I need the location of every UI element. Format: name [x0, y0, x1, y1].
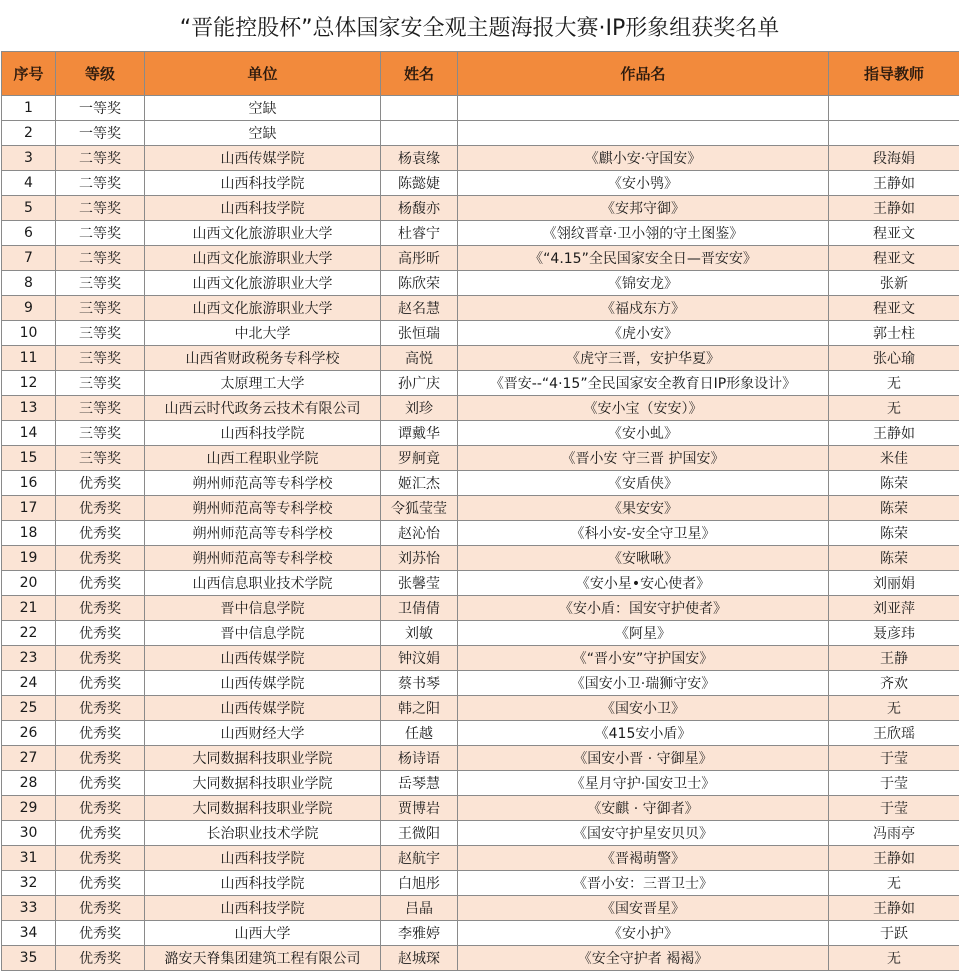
cell-work: 《安小鸮》: [458, 171, 829, 196]
cell-name: 张恒瑞: [381, 321, 458, 346]
header-row: [2, 52, 959, 96]
cell-index: 13: [2, 396, 56, 421]
cell-teacher: 张心瑜: [829, 346, 959, 371]
cell-name: 赵航宇: [381, 846, 458, 871]
cell-unit: 山西传媒学院: [145, 696, 381, 721]
table-row: [2, 246, 959, 271]
cell-teacher: 王欣瑶: [829, 721, 959, 746]
cell-index: 29: [2, 796, 56, 821]
cell-work: 《安邦守御》: [458, 196, 829, 221]
cell-index: 35: [2, 946, 56, 971]
cell-unit: 山西科技学院: [145, 896, 381, 921]
cell-index: 1: [2, 96, 56, 121]
cell-index: 11: [2, 346, 56, 371]
cell-index: 21: [2, 596, 56, 621]
cell-name: 任越: [381, 721, 458, 746]
cell-teacher: 张新: [829, 271, 959, 296]
cell-name: [381, 96, 458, 121]
cell-work: 《阿星》: [458, 621, 829, 646]
cell-level: 三等奖: [56, 371, 145, 396]
cell-teacher: 程亚文: [829, 246, 959, 271]
cell-name: 张馨莹: [381, 571, 458, 596]
cell-name: 李雅婷: [381, 921, 458, 946]
cell-name: 白旭彤: [381, 871, 458, 896]
table-row: [2, 446, 959, 471]
cell-work: 《麒小安·守国安》: [458, 146, 829, 171]
cell-work: 《晋褐萌警》: [458, 846, 829, 871]
cell-work: 《国安小晋 · 守御星》: [458, 746, 829, 771]
cell-teacher: 刘亚萍: [829, 596, 959, 621]
cell-level: 优秀奖: [56, 521, 145, 546]
cell-index: 23: [2, 646, 56, 671]
cell-unit: 山西科技学院: [145, 421, 381, 446]
cell-unit: 太原理工大学: [145, 371, 381, 396]
cell-index: 16: [2, 471, 56, 496]
table-row: [2, 896, 959, 921]
cell-teacher: 王静如: [829, 196, 959, 221]
table-row: [2, 371, 959, 396]
cell-name: 杨袁缘: [381, 146, 458, 171]
cell-work: 《安小盾：国安守护使者》: [458, 596, 829, 621]
cell-work: 《星月守护·国安卫士》: [458, 771, 829, 796]
table-row: [2, 871, 959, 896]
cell-unit: 山西科技学院: [145, 871, 381, 896]
cell-level: 优秀奖: [56, 846, 145, 871]
cell-work: 《“4.15”全民国家安全日—晋安安》: [458, 246, 829, 271]
cell-work: 《安小护》: [458, 921, 829, 946]
table-row: [2, 221, 959, 246]
cell-name: 姬汇杰: [381, 471, 458, 496]
column-header-teacher: 指导教师: [829, 52, 959, 96]
cell-name: 高彤昕: [381, 246, 458, 271]
cell-name: 罗舸竟: [381, 446, 458, 471]
cell-work: 《国安守护星安贝贝》: [458, 821, 829, 846]
cell-teacher: 冯雨亭: [829, 821, 959, 846]
cell-unit: 山西财经大学: [145, 721, 381, 746]
cell-level: 二等奖: [56, 221, 145, 246]
cell-level: 三等奖: [56, 421, 145, 446]
table-row: [2, 396, 959, 421]
cell-index: 32: [2, 871, 56, 896]
cell-level: 优秀奖: [56, 821, 145, 846]
cell-teacher: 齐欢: [829, 671, 959, 696]
cell-name: 吕晶: [381, 896, 458, 921]
cell-unit: 中北大学: [145, 321, 381, 346]
cell-level: 二等奖: [56, 196, 145, 221]
cell-work: [458, 121, 829, 146]
cell-teacher: 王静如: [829, 421, 959, 446]
cell-work: 《安小星•安心使者》: [458, 571, 829, 596]
table-row: [2, 571, 959, 596]
cell-index: 18: [2, 521, 56, 546]
cell-level: 优秀奖: [56, 796, 145, 821]
cell-name: [381, 121, 458, 146]
cell-level: 二等奖: [56, 246, 145, 271]
cell-unit: 长治职业技术学院: [145, 821, 381, 846]
cell-teacher: 陈荣: [829, 496, 959, 521]
cell-teacher: 段海娟: [829, 146, 959, 171]
cell-teacher: 程亚文: [829, 296, 959, 321]
cell-level: 优秀奖: [56, 496, 145, 521]
cell-level: 三等奖: [56, 271, 145, 296]
cell-teacher: 陈荣: [829, 546, 959, 571]
cell-teacher: [829, 96, 959, 121]
cell-teacher: 米佳: [829, 446, 959, 471]
table-row: [2, 421, 959, 446]
cell-unit: 山西文化旅游职业大学: [145, 246, 381, 271]
cell-index: 25: [2, 696, 56, 721]
cell-unit: 山西文化旅游职业大学: [145, 296, 381, 321]
cell-unit: 山西云时代政务云技术有限公司: [145, 396, 381, 421]
cell-teacher: 王静如: [829, 896, 959, 921]
cell-index: 4: [2, 171, 56, 196]
cell-work: 《晋安--“4·15”全民国家安全教育日IP形象设计》: [458, 371, 829, 396]
cell-work: 《安小宝（安安）》: [458, 396, 829, 421]
cell-unit: 晋中信息学院: [145, 596, 381, 621]
cell-level: 三等奖: [56, 321, 145, 346]
cell-unit: 潞安天脊集团建筑工程有限公司: [145, 946, 381, 971]
table-row: [2, 496, 959, 521]
cell-work: 《晋小安：三晋卫士》: [458, 871, 829, 896]
table-row: [2, 796, 959, 821]
cell-name: 陈欣荣: [381, 271, 458, 296]
cell-level: 优秀奖: [56, 571, 145, 596]
cell-level: 三等奖: [56, 346, 145, 371]
cell-name: 谭戴华: [381, 421, 458, 446]
cell-unit: 空缺: [145, 96, 381, 121]
cell-work: 《安啾啾》: [458, 546, 829, 571]
table-row: [2, 946, 959, 971]
column-header-work: 作品名: [458, 52, 829, 96]
cell-level: 优秀奖: [56, 621, 145, 646]
cell-name: 赵名慧: [381, 296, 458, 321]
cell-unit: 山西省财政税务专科学校: [145, 346, 381, 371]
cell-index: 9: [2, 296, 56, 321]
cell-name: 卫倩倩: [381, 596, 458, 621]
cell-index: 30: [2, 821, 56, 846]
cell-name: 高悦: [381, 346, 458, 371]
cell-name: 赵城琛: [381, 946, 458, 971]
cell-unit: 朔州师范高等专科学校: [145, 521, 381, 546]
cell-level: 优秀奖: [56, 771, 145, 796]
cell-name: 钟汶娟: [381, 646, 458, 671]
cell-work: 《安盾侠》: [458, 471, 829, 496]
table-row: [2, 596, 959, 621]
cell-teacher: 陈荣: [829, 471, 959, 496]
cell-work: 《安麒 · 守御者》: [458, 796, 829, 821]
table-row: [2, 921, 959, 946]
cell-index: 26: [2, 721, 56, 746]
cell-level: 优秀奖: [56, 871, 145, 896]
cell-work: 《翎纹晋章·卫小翎的守土图鉴》: [458, 221, 829, 246]
cell-level: 优秀奖: [56, 546, 145, 571]
cell-level: 三等奖: [56, 396, 145, 421]
table-row: [2, 271, 959, 296]
table-row: [2, 321, 959, 346]
column-header-index: 序号: [2, 52, 56, 96]
page-title: “晋能控股杯”总体国家安全观主题海报大赛·IP形象组获奖名单: [179, 15, 780, 41]
cell-level: 优秀奖: [56, 746, 145, 771]
cell-name: 赵沁怡: [381, 521, 458, 546]
cell-level: 三等奖: [56, 296, 145, 321]
table-row: [2, 546, 959, 571]
cell-teacher: 于莹: [829, 796, 959, 821]
cell-teacher: 郭士柱: [829, 321, 959, 346]
cell-unit: 朔州师范高等专科学校: [145, 471, 381, 496]
table-row: [2, 196, 959, 221]
table-row: [2, 121, 959, 146]
cell-work: 《锦安龙》: [458, 271, 829, 296]
cell-level: 优秀奖: [56, 646, 145, 671]
cell-teacher: 无: [829, 396, 959, 421]
cell-level: 优秀奖: [56, 721, 145, 746]
cell-unit: 大同数据科技职业学院: [145, 796, 381, 821]
table-row: [2, 721, 959, 746]
cell-name: 刘敏: [381, 621, 458, 646]
cell-level: 优秀奖: [56, 596, 145, 621]
cell-unit: 山西信息职业技术学院: [145, 571, 381, 596]
cell-index: 34: [2, 921, 56, 946]
cell-index: 19: [2, 546, 56, 571]
cell-name: 蔡书琴: [381, 671, 458, 696]
cell-name: 岳琴慧: [381, 771, 458, 796]
cell-work: 《果安安》: [458, 496, 829, 521]
cell-index: 14: [2, 421, 56, 446]
column-header-unit: 单位: [145, 52, 381, 96]
cell-teacher: 于莹: [829, 771, 959, 796]
cell-index: 15: [2, 446, 56, 471]
cell-teacher: 于跃: [829, 921, 959, 946]
cell-teacher: 刘丽娟: [829, 571, 959, 596]
cell-unit: 朔州师范高等专科学校: [145, 546, 381, 571]
cell-teacher: 无: [829, 871, 959, 896]
cell-work: 《科小安-安全守卫星》: [458, 521, 829, 546]
cell-index: 31: [2, 846, 56, 871]
cell-work: 《国安小卫》: [458, 696, 829, 721]
cell-work: 《安小虬》: [458, 421, 829, 446]
cell-level: 一等奖: [56, 121, 145, 146]
cell-name: 刘苏怡: [381, 546, 458, 571]
cell-index: 3: [2, 146, 56, 171]
cell-teacher: 王静如: [829, 846, 959, 871]
cell-level: 优秀奖: [56, 896, 145, 921]
cell-work: 《晋小安 守三晋 护国安》: [458, 446, 829, 471]
table-row: [2, 521, 959, 546]
cell-name: 孙广庆: [381, 371, 458, 396]
table-row: [2, 821, 959, 846]
cell-teacher: 于莹: [829, 746, 959, 771]
cell-name: 杜睿宁: [381, 221, 458, 246]
cell-teacher: 聂彦玮: [829, 621, 959, 646]
cell-unit: 朔州师范高等专科学校: [145, 496, 381, 521]
table-row: [2, 96, 959, 121]
cell-unit: 山西传媒学院: [145, 671, 381, 696]
cell-unit: 山西科技学院: [145, 196, 381, 221]
cell-teacher: [829, 121, 959, 146]
table-row: [2, 621, 959, 646]
table-row: [2, 346, 959, 371]
column-header-level: 等级: [56, 52, 145, 96]
cell-index: 28: [2, 771, 56, 796]
cell-work: [458, 96, 829, 121]
cell-level: 优秀奖: [56, 671, 145, 696]
cell-index: 12: [2, 371, 56, 396]
cell-unit: 晋中信息学院: [145, 621, 381, 646]
cell-work: 《虎小安》: [458, 321, 829, 346]
cell-name: 令狐莹莹: [381, 496, 458, 521]
cell-unit: 山西工程职业学院: [145, 446, 381, 471]
cell-index: 20: [2, 571, 56, 596]
cell-level: 二等奖: [56, 171, 145, 196]
cell-name: 杨诗语: [381, 746, 458, 771]
cell-work: 《“晋小安”守护国安》: [458, 646, 829, 671]
cell-index: 7: [2, 246, 56, 271]
cell-level: 三等奖: [56, 446, 145, 471]
cell-work: 《安全守护者 褐褐》: [458, 946, 829, 971]
cell-name: 杨馥亦: [381, 196, 458, 221]
cell-teacher: 程亚文: [829, 221, 959, 246]
cell-name: 陈懿婕: [381, 171, 458, 196]
cell-work: 《国安小卫·瑞狮守安》: [458, 671, 829, 696]
cell-index: 27: [2, 746, 56, 771]
cell-unit: 山西传媒学院: [145, 646, 381, 671]
cell-teacher: 王静: [829, 646, 959, 671]
cell-teacher: 陈荣: [829, 521, 959, 546]
cell-index: 5: [2, 196, 56, 221]
cell-work: 《福戍东方》: [458, 296, 829, 321]
cell-teacher: 王静如: [829, 171, 959, 196]
cell-index: 33: [2, 896, 56, 921]
cell-level: 优秀奖: [56, 471, 145, 496]
cell-unit: 大同数据科技职业学院: [145, 771, 381, 796]
cell-work: 《国安晋星》: [458, 896, 829, 921]
cell-unit: 山西文化旅游职业大学: [145, 271, 381, 296]
cell-index: 10: [2, 321, 56, 346]
table-row: [2, 171, 959, 196]
cell-index: 22: [2, 621, 56, 646]
cell-level: 优秀奖: [56, 696, 145, 721]
cell-name: 王微阳: [381, 821, 458, 846]
cell-teacher: 无: [829, 371, 959, 396]
cell-unit: 山西大学: [145, 921, 381, 946]
cell-work: 《415安小盾》: [458, 721, 829, 746]
cell-level: 一等奖: [56, 96, 145, 121]
cell-index: 2: [2, 121, 56, 146]
cell-unit: 山西传媒学院: [145, 146, 381, 171]
table-body: [2, 96, 959, 971]
cell-teacher: 无: [829, 946, 959, 971]
table-row: [2, 146, 959, 171]
cell-work: 《虎守三晋，安护华夏》: [458, 346, 829, 371]
cell-unit: 山西科技学院: [145, 171, 381, 196]
cell-index: 17: [2, 496, 56, 521]
cell-index: 6: [2, 221, 56, 246]
table-row: [2, 746, 959, 771]
cell-teacher: 无: [829, 696, 959, 721]
table-row: [2, 296, 959, 321]
table-row: [2, 771, 959, 796]
column-header-name: 姓名: [381, 52, 458, 96]
table-row: [2, 471, 959, 496]
cell-unit: 大同数据科技职业学院: [145, 746, 381, 771]
cell-name: 韩之阳: [381, 696, 458, 721]
cell-index: 24: [2, 671, 56, 696]
cell-unit: 山西科技学院: [145, 846, 381, 871]
table-row: [2, 696, 959, 721]
cell-name: 刘珍: [381, 396, 458, 421]
cell-level: 优秀奖: [56, 921, 145, 946]
cell-name: 贾博岩: [381, 796, 458, 821]
cell-unit: 山西文化旅游职业大学: [145, 221, 381, 246]
award-table: [1, 51, 959, 971]
table-row: [2, 671, 959, 696]
cell-unit: 空缺: [145, 121, 381, 146]
cell-index: 8: [2, 271, 56, 296]
table-row: [2, 646, 959, 671]
table-row: [2, 846, 959, 871]
cell-level: 二等奖: [56, 146, 145, 171]
cell-level: 优秀奖: [56, 946, 145, 971]
